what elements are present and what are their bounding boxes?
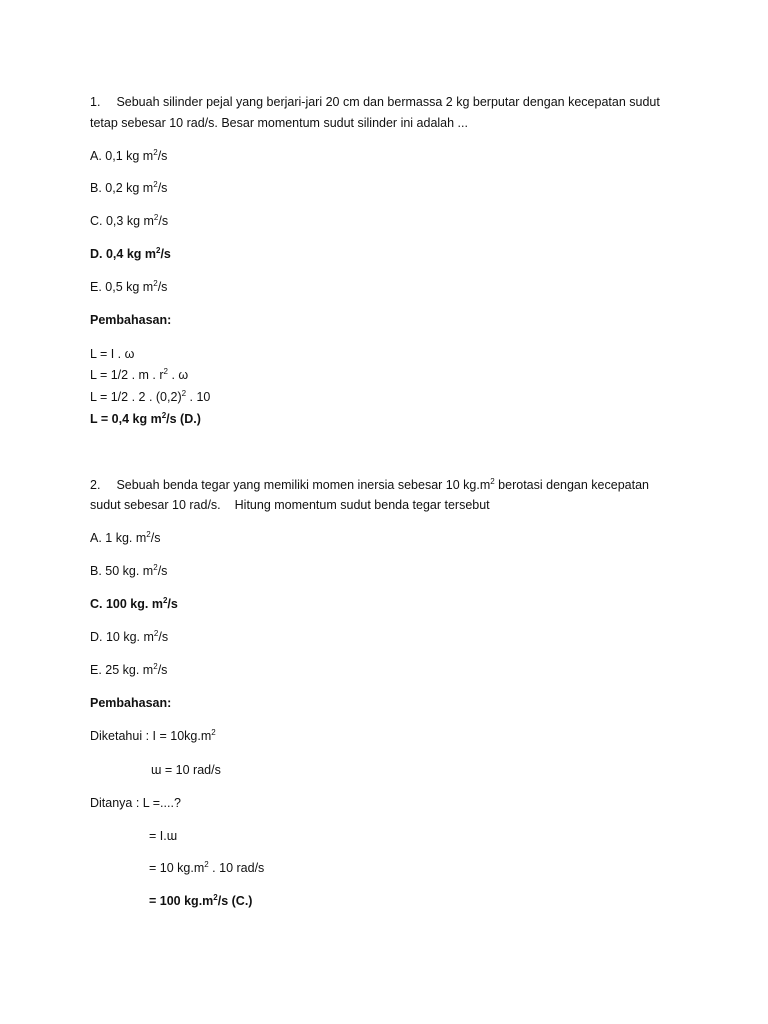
q2-option-c-correct: C. 100 kg. $m^2/s$ xyxy=(90,596,178,611)
q1-text-line2: tetap sebesar 10 rad/s. Besar momentum sudut silinder ini adalah ... xyxy=(90,116,468,130)
q1-option-b: B. 0,2 kg $m^2/s$ xyxy=(90,180,168,195)
q2-option-e: E. 25 kg. $m^2/s$ xyxy=(90,662,168,677)
q2-option-a: A. 1 kg. $m^2/s$ xyxy=(90,530,161,545)
q2-text-line1: 2. Sebuah benda tegar yang memiliki momen inersia sebesar 10 $kg.m^2$ berotasi dengan kecepatan xyxy=(90,477,649,492)
q2-diketahui: Diketahui : $I = 10kg.m^2$ xyxy=(90,728,216,743)
q1-solution-line1: L = I . ω xyxy=(90,347,135,361)
q1-solution-line3: L = 1/2 . 2 . $(0,2)^2$ . 10 xyxy=(90,389,211,404)
q1-text-part1: Sebuah silinder pejal yang berjari-jari 20 cm dan bermassa 2 kg berputar dengan kecepatan sudut xyxy=(116,95,660,109)
q1-option-a: A. 0,1 kg $m^2/s$ xyxy=(90,148,168,163)
q2-ditanya: Ditanya : L =....? xyxy=(90,796,181,810)
q2-omega: ɯ = 10 rad/s xyxy=(151,763,221,777)
q2-number: 2. xyxy=(90,478,101,492)
q1-option-d-correct: D. 0,4 kg $m^2/s$ xyxy=(90,246,171,261)
q2-step2: = 10 $kg.m^2$ . 10 rad/s xyxy=(149,860,265,875)
q1-text-line1 xyxy=(90,94,660,110)
q1-number: 1. xyxy=(90,95,101,109)
q2-pembahasan-label: Pembahasan: xyxy=(90,696,172,710)
q2-option-d: D. 10 kg. $m^2/s$ xyxy=(90,629,169,644)
q2-step3-answer: = 100 $kg.m^2/s$ (C.) xyxy=(149,893,253,908)
q1-solution-answer: L = 0,4 kg $m^2/s$ (D.) xyxy=(90,411,201,426)
q1-solution-line2: L = 1/2 . m . $r^2$ . ω xyxy=(90,367,189,382)
q2-option-b: B. 50 kg. $m^2/s$ xyxy=(90,563,168,578)
q2-text-line2: sudut sebesar 10 rad/s. Hitung momentum sudut benda tegar tersebut xyxy=(90,498,490,512)
q1-option-c: C. 0,3 kg $m^2/s$ xyxy=(90,213,169,228)
q2-step1: = I.ɯ xyxy=(149,829,178,843)
q1-pembahasan-label: Pembahasan: xyxy=(90,313,172,327)
q1-option-e: E. 0,5 kg $m^2/s$ xyxy=(90,279,168,294)
